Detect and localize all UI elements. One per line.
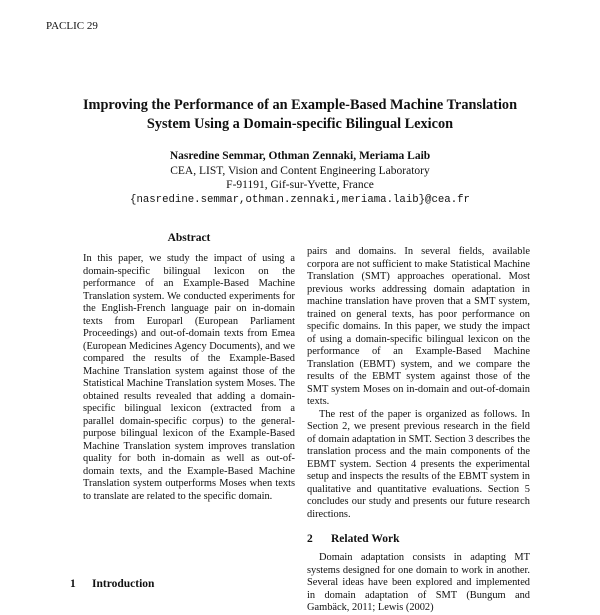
abstract-text: In this paper, we study the impact of using a domain-specific bilingual lexicon on the performance of an Example-Based Machine Translation system. We conducted experiments for the English-French language pair on in-domain texts from Europarl (European Parliament Proceedings) and out-of-domain texts from Emea (European Medicines Agency Documents), and we compared the results of the Example-Based Machine Translation system against those of the Statistical Machine Translation system Moses. The obtained results revealed that adding a domain-specific bilingual lexicon (extracted from a parallel domain-specific corpus) to the general-purpose bilingual lexicon of the Example-Based Machine Translation system improves translation quality for both in-domain as well as out-of-domain texts, and the Example-Based Machine Translation system outperforms Moses when texts to translate are related to the specific domain. bbox=[83, 253, 295, 502]
author-names: Nasredine Semmar, Othman Zennaki, Meriama Laib bbox=[169, 150, 431, 162]
section-number: 2 bbox=[307, 533, 313, 545]
section-title: Introduction bbox=[92, 578, 155, 590]
right-column bbox=[307, 246, 530, 615]
abstract-heading: Abstract bbox=[167, 232, 211, 244]
title-line-2: System Using a Domain-specific Bilingual Lexicon bbox=[146, 116, 454, 132]
outline-paragraph: The rest of the paper is organized as follows. In Section 2, we present previous research in the field of domain adaptation in SMT. Section 3 describes the translation process and the main components of the EBMT system. Section 4 presents the experimental setup and inspects the results of the EBMT system in qualitative and quantitative evaluations. Section 5 concludes our study and presents our future research directions. bbox=[307, 408, 530, 520]
venue-header: PACLIC 29 bbox=[46, 20, 98, 32]
author-block bbox=[60, 149, 540, 207]
intro-paragraph: pairs and domains. In several fields, available corpora are not sufficient to make Statistical Machine Translation (SMT) approaches operational. Most previous works addressing domain adaptation in machine translation have proven that a SMT system, trained on general texts, has poor performance on specific domains. In this paper, we study the impact of using a domain-specific bilingual lexicon on the performance of an Example-Based Machine Translation (EBMT) system, and we compare the results of the EBMT system against those of the SMT system Moses on in-domain and out-of-domain texts. bbox=[307, 246, 530, 407]
address: F-91191, Gif-sur-Yvette, France bbox=[226, 179, 374, 191]
title-line-1: Improving the Performance of an Example-Based Machine Translation bbox=[82, 97, 518, 113]
section-heading-introduction bbox=[70, 578, 154, 590]
section-heading-related-work bbox=[307, 533, 530, 545]
affiliation: CEA, LIST, Vision and Content Engineering Laboratory bbox=[170, 164, 430, 177]
related-work-paragraph: Domain adaptation consists in adapting MT systems designed for one domain to work in another. Several ideas have been explored and implemented in domain adaptation of SMT (Bungum and Gambäck, 2011; Lewis (2002) bbox=[307, 552, 530, 613]
section-title: Related Work bbox=[331, 533, 400, 545]
author-emails[interactable]: {nasredine.semmar,othman.zennaki,meriama.laib}@cea.fr bbox=[130, 193, 470, 206]
paper-title bbox=[60, 96, 540, 134]
section-number: 1 bbox=[70, 578, 76, 590]
abstract-column bbox=[83, 232, 295, 503]
